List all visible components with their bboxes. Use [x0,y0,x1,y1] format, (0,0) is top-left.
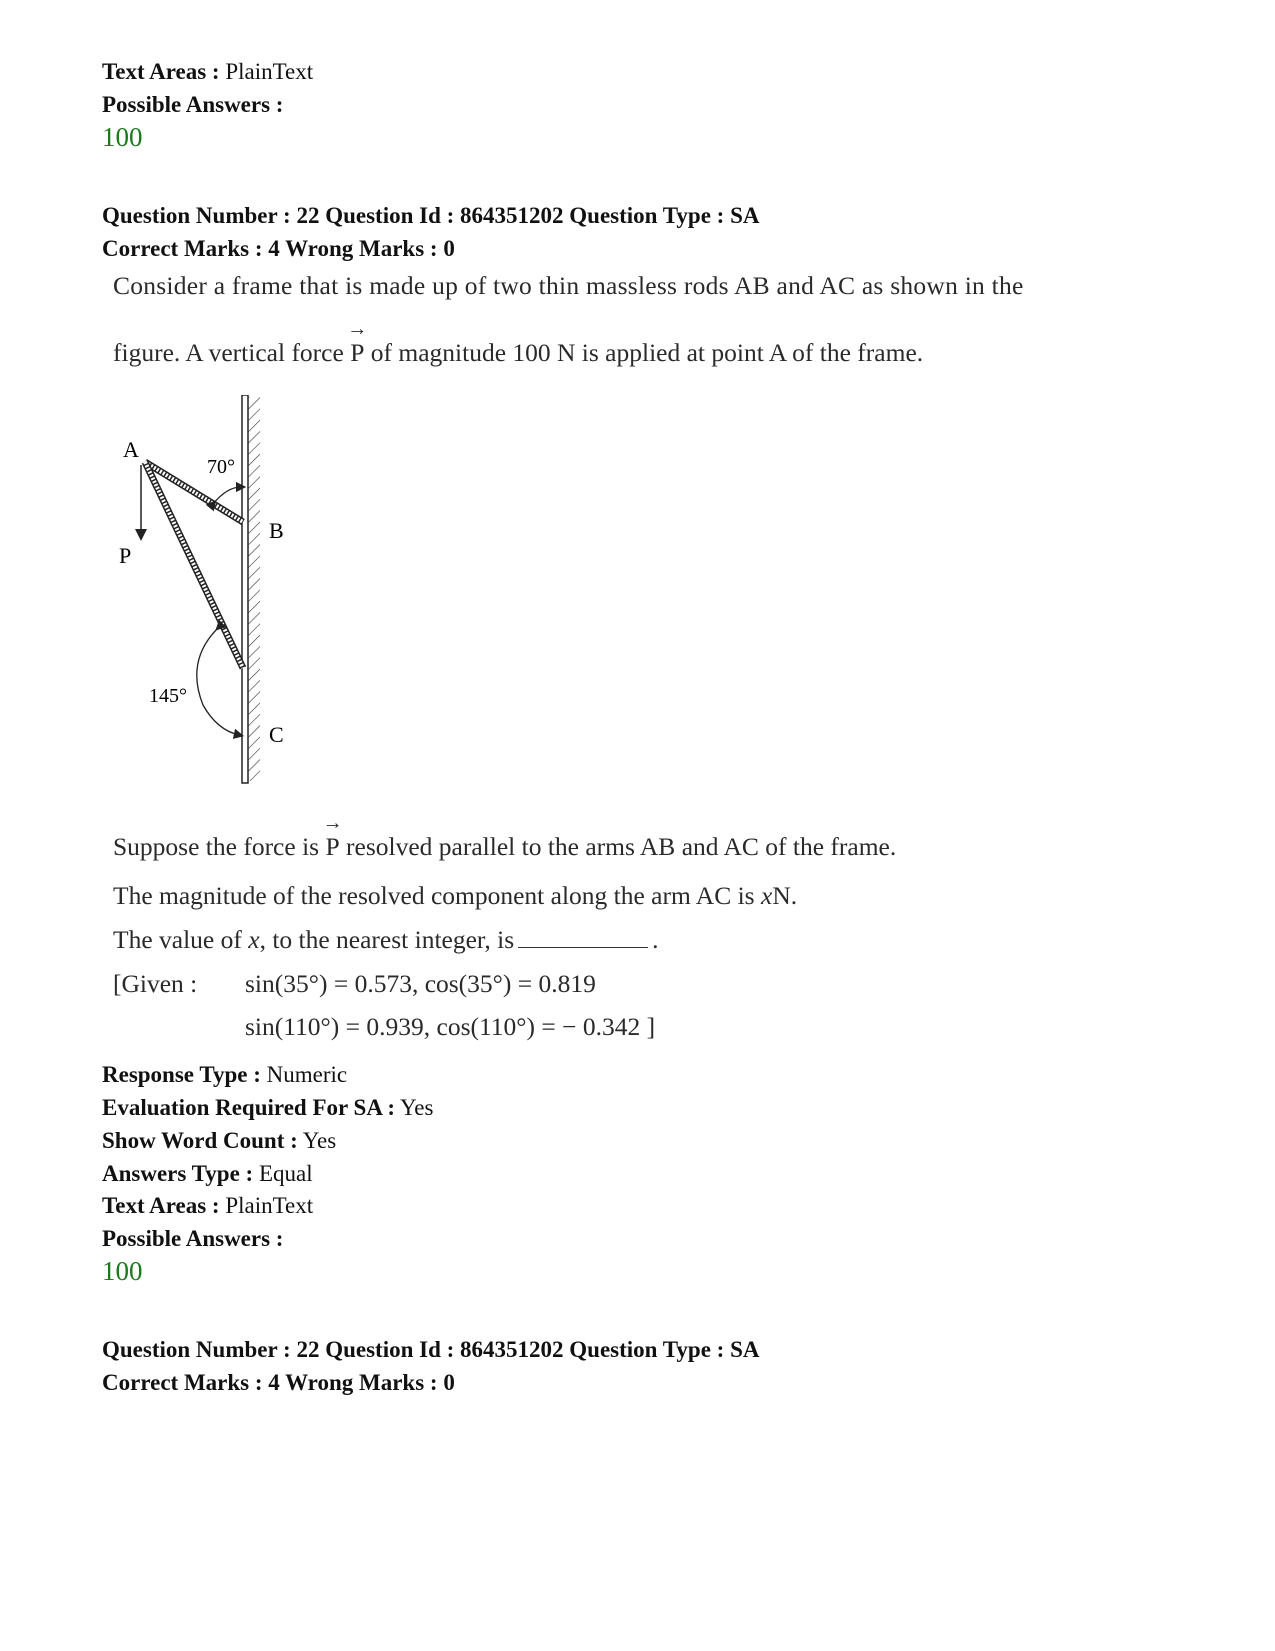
answers-type-label: Answers Type : [102,1161,254,1186]
label-a: A [123,437,139,462]
answers-type-row [102,1157,313,1191]
text-areas-value: PlainText [225,59,314,84]
question-line-5-c: . [652,925,659,954]
question-line-5 [113,925,659,955]
evaluation-row [102,1091,433,1125]
question-marks-text: Correct Marks : 4 Wrong Marks : 0 [102,236,455,261]
label-b: B [269,518,284,543]
question-line-3-a: Suppose the force is [113,832,326,861]
text-areas-label-2: Text Areas : [102,1193,220,1218]
text-areas-row-2 [102,1189,313,1223]
word-count-row [102,1124,336,1158]
label-p: P [119,543,132,568]
next-question-header-text: Question Number : 22 Question Id : 864351202 Question Type : SA [102,1337,760,1362]
question-line-1: Consider a frame that is made up of two thin massless rods AB and AC as shown in the [113,271,1024,300]
vector-p-2: → P [325,832,339,862]
word-count-value: Yes [302,1128,337,1153]
possible-answers-row-2 [102,1222,283,1256]
response-type-label: Response Type : [102,1062,261,1087]
given-label: [Given : [113,969,198,998]
response-type-row [102,1058,347,1092]
possible-answers-label: Possible Answers : [102,92,284,117]
question-line-2-a: figure. A vertical force [113,338,351,367]
angle-arc-top [213,487,241,504]
question-line-4-b: N. [772,881,798,910]
text-areas-value-2: PlainText [225,1193,314,1218]
frame-figure [115,395,315,795]
question-line-4-a: The magnitude of the resolved component along the arm AC is [113,881,761,910]
variable-x-2: x [248,925,260,954]
question-line-2-b: of magnitude 100 N is applied at point A of the frame. [364,338,924,367]
question-marks [102,232,455,266]
label-c: C [269,722,284,747]
evaluation-value: Yes [400,1095,434,1120]
question-line-5-a: The value of [113,925,249,954]
word-count-label: Show Word Count : [102,1128,298,1153]
variable-x: x [760,881,773,910]
given-line-1: sin(35°) = 0.573, cos(35°) = 0.819 [245,969,596,998]
wall-hatching [248,397,260,781]
possible-answers-row [102,88,283,122]
text-areas-row [102,55,313,89]
question-line-4 [113,881,797,911]
evaluation-label: Evaluation Required For SA : [102,1095,396,1120]
given-line-2: sin(110°) = 0.939, cos(110°) = − 0.342 ] [245,1012,656,1041]
text-areas-label: Text Areas : [102,59,220,84]
question-header-text: Question Number : 22 Question Id : 864351202 Question Type : SA [102,203,760,228]
possible-answer-value: 100 [102,122,143,152]
next-question-marks-text: Correct Marks : 4 Wrong Marks : 0 [102,1370,455,1395]
question-header [102,199,760,233]
wall [242,395,248,783]
question-line-3 [113,832,896,862]
answer-blank [518,947,648,948]
question-line-5-b: , to the nearest integer, is [259,925,515,954]
response-type-value: Numeric [266,1062,348,1087]
angle-top-label: 70° [207,456,235,478]
possible-answers-label-2: Possible Answers : [102,1226,284,1251]
question-line-3-b: resolved parallel to the arms AB and AC of the frame. [339,832,897,861]
next-question-marks [102,1366,455,1400]
vector-p: → P [350,338,364,368]
possible-answer-value-2: 100 [102,1256,143,1286]
question-line-2 [113,338,923,368]
answers-type-value: Equal [258,1161,313,1186]
angle-bottom-label: 145° [149,685,187,707]
next-question-header [102,1333,760,1367]
